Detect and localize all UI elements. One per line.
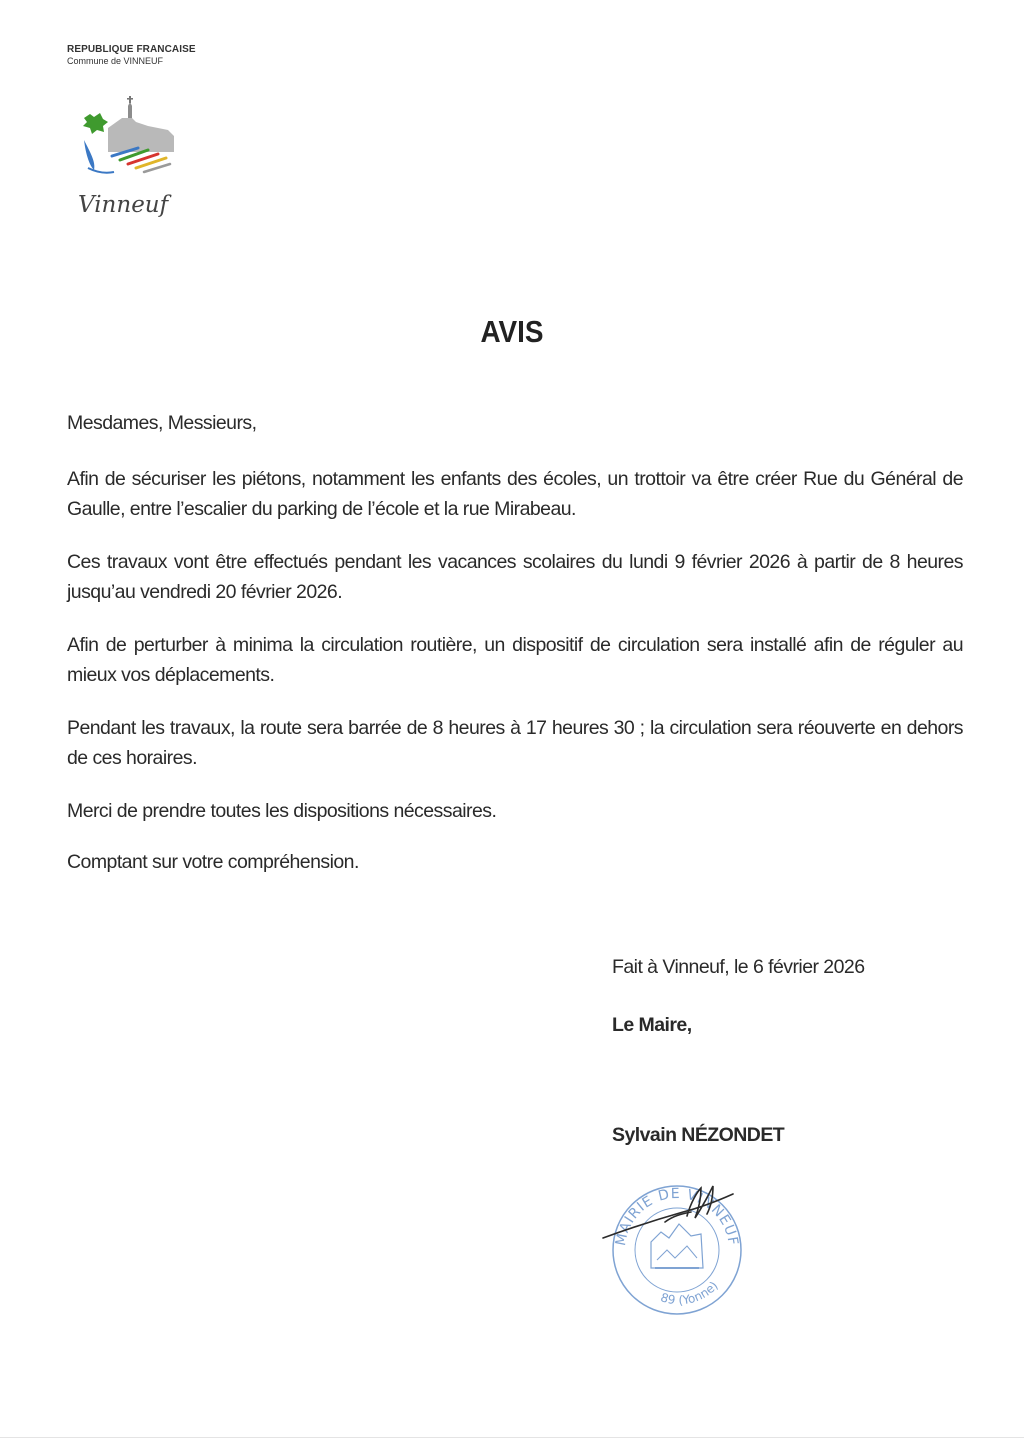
republic-label: REPUBLIQUE FRANCAISE	[67, 44, 196, 55]
stamp-top-text: MAIRIE DE VINNEUF	[612, 1185, 741, 1248]
commune-label: Commune de VINNEUF	[67, 55, 164, 66]
place-date: Fait à Vinneuf, le 6 février 2026	[612, 956, 865, 978]
paragraph-sidewalk: Afin de sécuriser les piétons, notamment les enfants des écoles, un trottoir va être créer Rue du Général de Gaulle, entre l’escalier du parking de l’école et la rue Mirabeau.	[67, 468, 963, 520]
logo-wordmark: Vinneuf	[78, 192, 169, 218]
notice-title: AVIS	[480, 314, 544, 349]
signatory-name: Sylvain NÉZONDET	[612, 1124, 785, 1146]
stamp-bottom-text: 89 (Yonne)	[658, 1278, 721, 1308]
paragraph-closure-hours: Pendant les travaux, la route sera barrée de 8 heures à 17 heures 30 ; la circulation sera réouverte en dehors de ces horaires.	[67, 717, 963, 769]
salutation: Mesdames, Messieurs,	[67, 412, 257, 434]
page-bottom-rule	[0, 1437, 1024, 1438]
signatory-role: Le Maire,	[612, 1014, 692, 1036]
paragraph-dates: Ces travaux vont être effectués pendant les vacances scolaires du lundi 9 février 2026 à partir de 8 heures jusqu’au vendredi 20 février 2026.	[67, 551, 963, 603]
closing-line: Comptant sur votre compréhension.	[67, 851, 359, 873]
request-line: Merci de prendre toutes les dispositions nécessaires.	[67, 800, 497, 822]
paragraph-traffic: Afin de perturber à minima la circulation routière, un dispositif de circulation sera installé afin de réguler au mieux vos déplacements.	[67, 634, 963, 686]
svg-text:89 (Yonne)	[659, 1279, 721, 1308]
mairie-stamp-icon	[595, 1172, 755, 1322]
vinneuf-logo-icon	[70, 92, 180, 222]
notice-body	[67, 408, 963, 900]
letterhead	[67, 44, 196, 66]
